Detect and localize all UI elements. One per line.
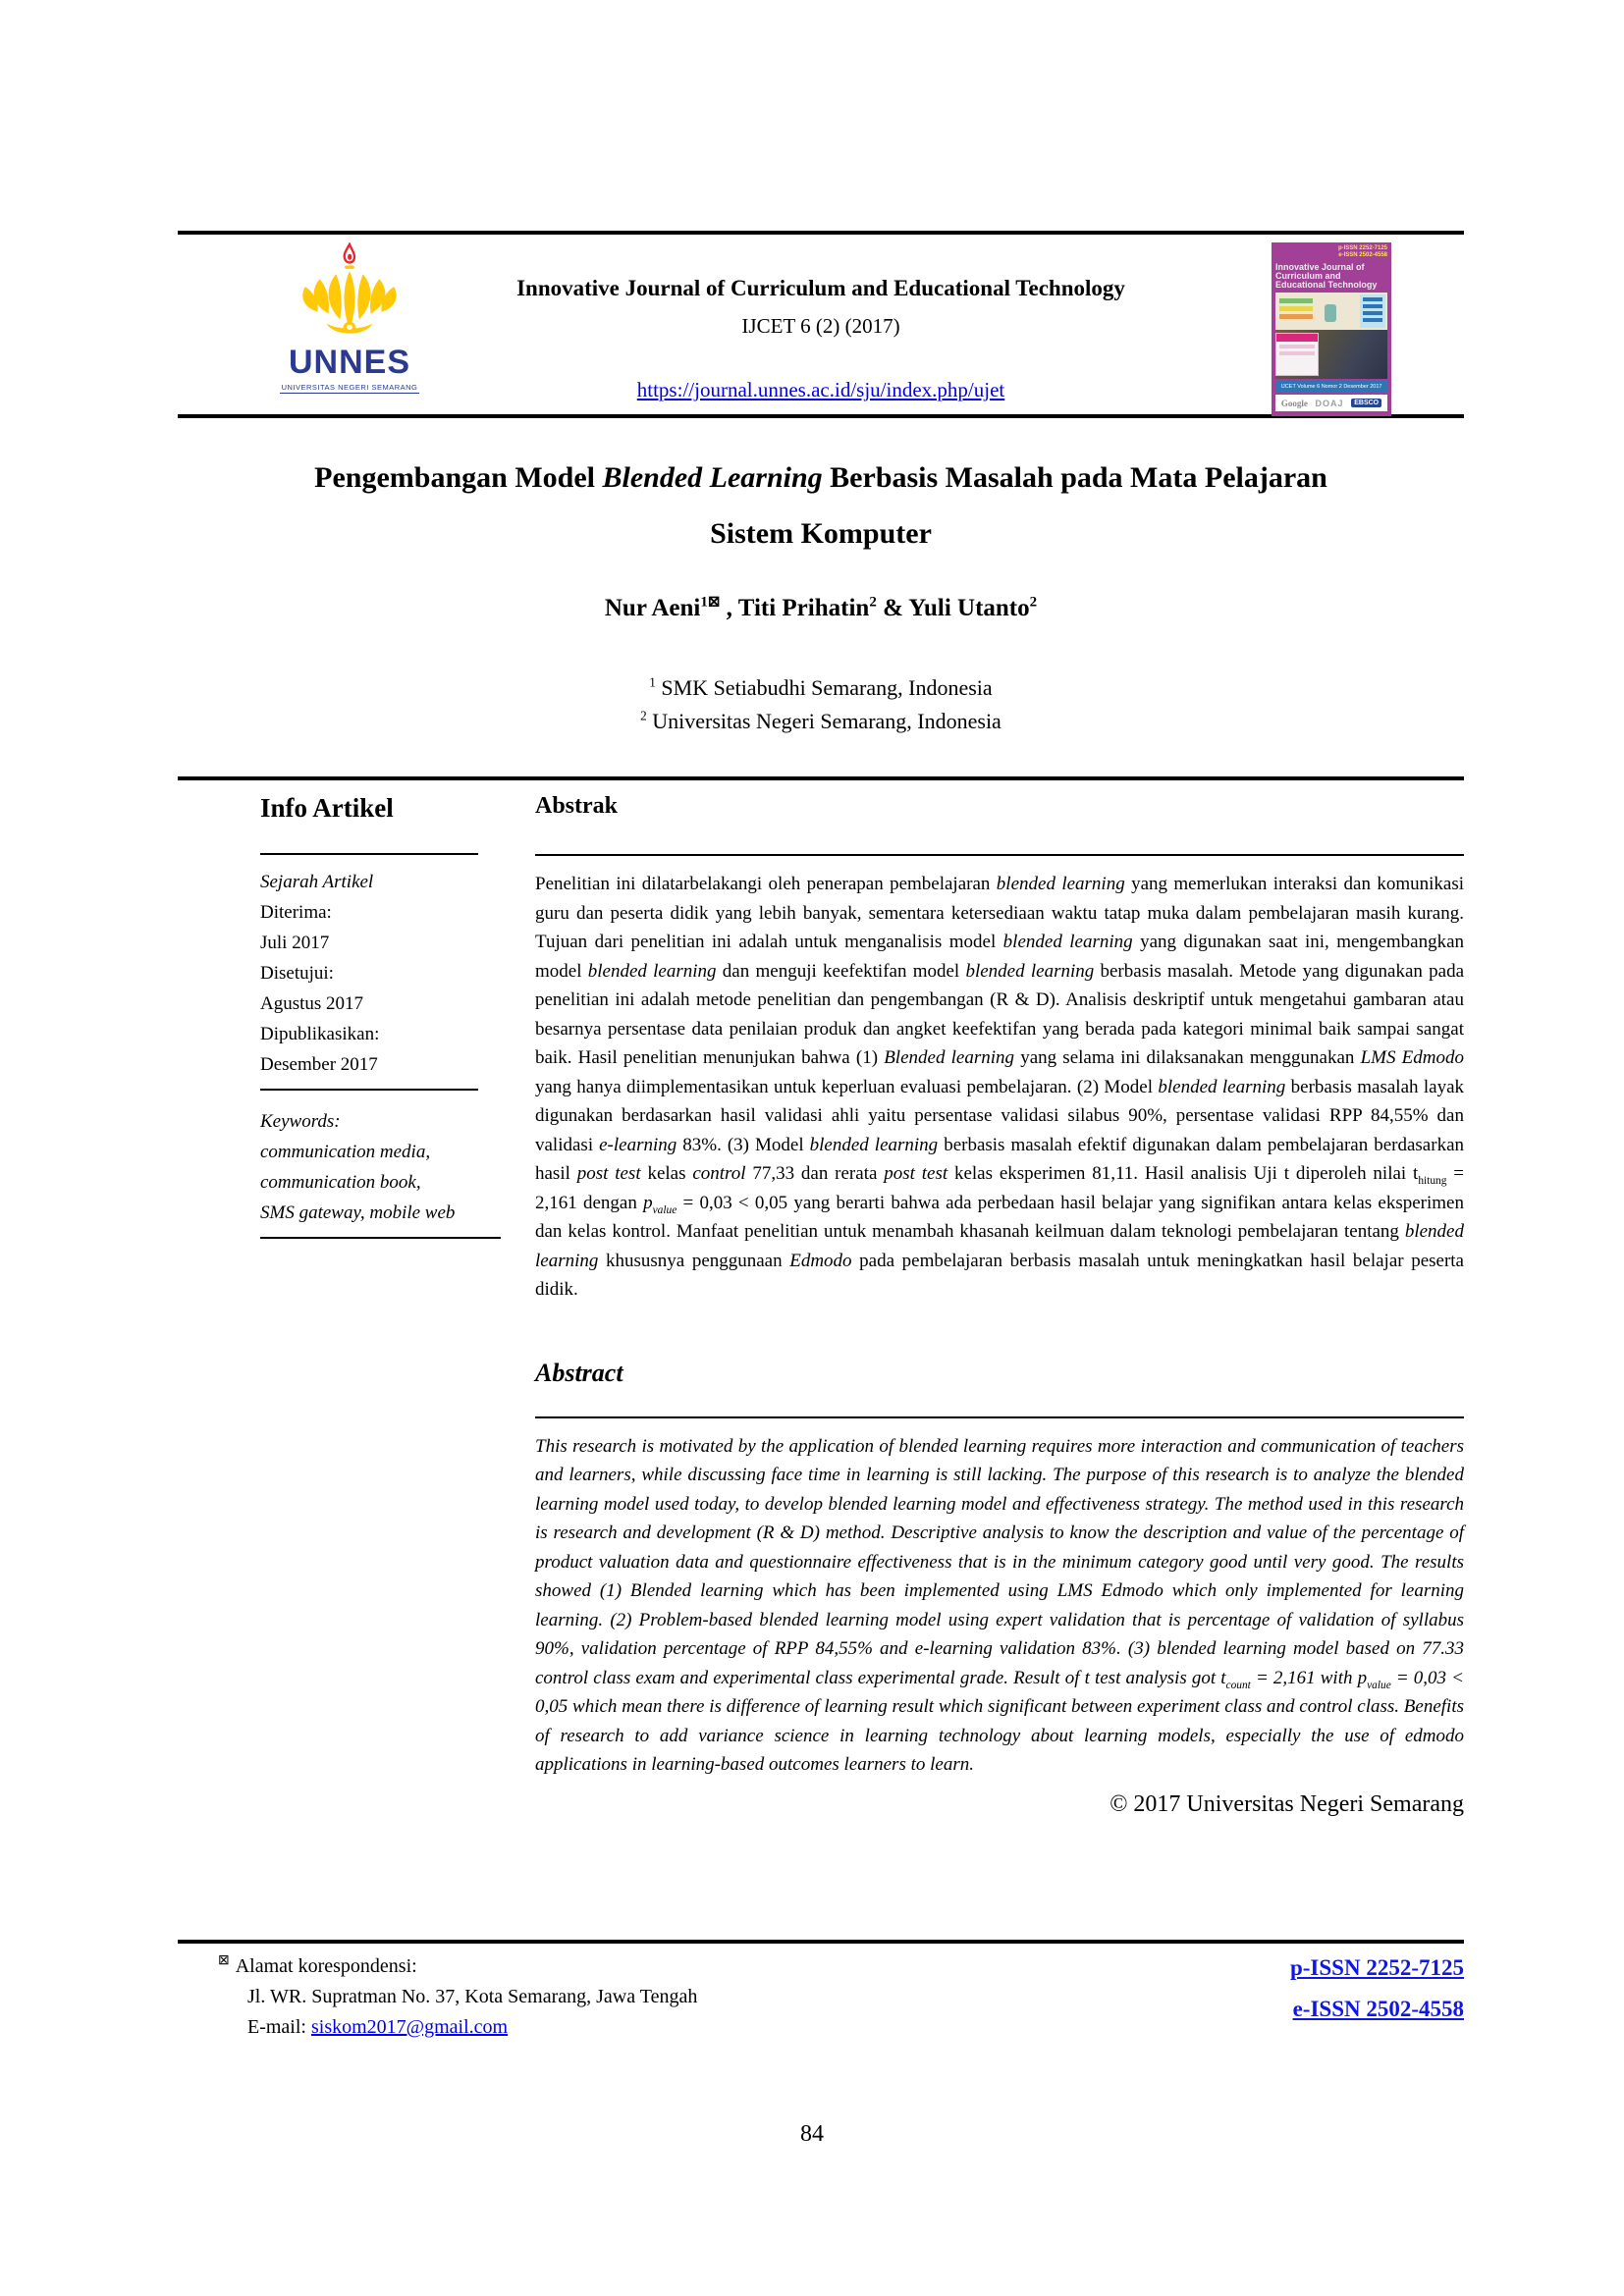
keyword-line: communication book, xyxy=(260,1172,421,1193)
history-line: Juli 2017 xyxy=(260,933,330,953)
google-logo: Google xyxy=(1280,398,1308,408)
unnes-logo-text: UNNES xyxy=(288,344,411,381)
article-title xyxy=(178,450,1464,561)
abstract-column xyxy=(535,791,1464,1818)
affiliation-2 xyxy=(178,705,1464,738)
correspondence-block xyxy=(218,1951,697,2043)
page-number: 84 xyxy=(800,2121,824,2147)
journal-title: Innovative Journal of Curriculum and Educational Technology xyxy=(516,276,1125,300)
authors-line: Nur Aeni$^{1⊠}$ , Titi Prihatin$^2$ & Yuli Utanto$^2$ xyxy=(604,594,1038,621)
history-line: Disetujui: xyxy=(260,963,334,984)
email-link[interactable]: siskom2017@gmail.com xyxy=(310,2016,509,2038)
sejarah-artikel-label: Sejarah Artikel xyxy=(260,872,374,892)
column-divider xyxy=(535,854,1464,856)
ebsco-logo: EBSCO xyxy=(1351,399,1381,407)
e-issn-link[interactable]: e-ISSN 2502-4558 xyxy=(1292,1997,1464,2021)
email-label: E-mail: xyxy=(247,2016,306,2038)
abstract-heading: Abstract xyxy=(535,1358,623,1387)
correspondence-email-line xyxy=(247,2012,697,2043)
cover-issn-lines xyxy=(1275,245,1387,259)
issn-block xyxy=(1290,1948,1464,2030)
affiliation-1-marker: 1 xyxy=(649,674,656,690)
correspondence-address: Jl. WR. Supratman No. 37, Kota Semarang, Jawa Tengah xyxy=(247,1986,698,2007)
cover-menu-panel xyxy=(1360,294,1385,328)
unnes-emblem-icon xyxy=(292,242,407,341)
cover-e-issn: e-ISSN 2502-4558 xyxy=(1338,252,1387,258)
history-line: Desember 2017 xyxy=(260,1054,378,1075)
correspondence-label-line xyxy=(218,1951,697,1982)
keyword-line: SMS gateway, mobile web xyxy=(260,1202,456,1223)
keyword-line: communication media, xyxy=(260,1142,431,1162)
cover-photo-classroom xyxy=(1275,330,1387,379)
abstrak-paragraph: Penelitian ini dilatarbelakangi oleh penerapan pembelajaran blended learning yang memerlukan interaksi dan komunikasi guru dan peserta didik yang lebih banyak, sementara ketersediaan waktu tatap muka dalam pembelajaran masih kurang. Tujuan dari penelitian ini adalah untuk menganalisis model blended learning yang digunakan saat ini, mengembangkan model blended learning dan menguji keefektifan model blended learning berbasis masalah. Metode yang digunakan pada penelitian ini adalah metode penelitian dan pengembangan (R & D). Analisis deskriptif untuk mengetahui gambaran atau besarnya persentase data penilaian produk dan angket keefektifan yang berada pada kategori minimal baik sampai sangat baik. Hasil penelitian menunjukan bahwa (1) Blended learning yang selama ini dilaksanakan menggunakan LMS Edmodo yang hanya diimplementasikan untuk keperluan evaluasi pembelajaran. (2) Model blended learning berbasis masalah layak digunakan berdasarkan hasil validasi ahli yaitu persentase validasi silabus 90%, persentase validasi RPP 84,55% dan validasi e-learning 83%. (3) Model blended learning berbasis masalah efektif digunakan dalam pembelajaran berdasarkan hasil post test kelas control 77,33 dan rerata post test kelas eksperimen 81,11. Hasil analisis Uji t diperoleh nilai $t_{hitung} = 2,161$ dengan $p_{value} = 0,03 < 0,05$ yang berarti bahwa ada perbedaan hasil belajar yang signifikan antara kelas eksperimen dan kelas kontrol. Manfaat penelitian untuk menambah khasanah keilmuan dalam teknologi pembelajaran tentang blended learning khususnya penggunaan Edmodo pada pembelajaran berbasis masalah untuk meningkatkan hasil belajar peserta didik. xyxy=(535,874,1465,1300)
history-line: Agustus 2017 xyxy=(260,993,364,1014)
affiliations xyxy=(178,671,1464,738)
history-line: Diterima: xyxy=(260,902,332,923)
footer-divider xyxy=(178,1940,1464,1944)
correspondence-label: Alamat korespondensi: xyxy=(235,1955,417,1977)
cover-index-logos xyxy=(1275,395,1387,411)
keywords-label: Keywords: xyxy=(260,1111,341,1132)
cover-screenshot-elearning xyxy=(1275,293,1387,330)
affiliation-1 xyxy=(178,671,1464,705)
cover-decor-bar xyxy=(1279,314,1313,319)
abstrak-heading: Abstrak xyxy=(535,793,619,819)
column-divider xyxy=(535,1416,1464,1418)
abstract-paragraph: This research is motivated by the application of blended learning requires more interaction and communication of teachers and learners, while discussing face time in learning is still lacking. The purpose of this research is to analyze the blended learning model used today, to develop blended learning model and effectiveness strategy. The method used in this research is research and development (R & D) method. Descriptive analysis to know the description and value of the percentage of product valuation data and questionnaire effectiveness that is in the minimum category good until very good. The results showed (1) Blended learning which has been implemented using LMS Edmodo which only implemented for learning learning. (2) Problem-based blended learning model using expert validation that is percentage of validation of syllabus 90%, validation percentage of RPP 84,55% and e-learning validation 83%. (3) blended learning model based on 77.33 control class exam and experimental class experimental grade. Result of t test analysis got $t_{count} = 2,161$ with $p_{value} = 0,03 < 0,05$ which mean there is difference of learning result which significant between experiment class and control class. Benefits of research to add variance science in learning technology about learning models, especially the use of edmodo applications in learning-based outcomes learners to learn. xyxy=(535,1435,1464,1775)
unnes-logo-subtitle: UNIVERSITAS NEGERI SEMARANG xyxy=(281,383,418,392)
journal-cover-thumbnail xyxy=(1272,242,1391,416)
journal-url-link[interactable]: https://journal.unnes.ac.id/sju/index.php/ujet xyxy=(636,378,1005,401)
cover-decor-bar xyxy=(1279,298,1313,303)
sidebar-divider xyxy=(260,1237,501,1239)
article-info-sidebar xyxy=(260,791,508,1239)
issue-info: IJCET 6 (2) (2017) xyxy=(741,314,900,338)
journal-header xyxy=(178,231,1464,418)
info-artikel-heading: Info Artikel xyxy=(260,793,394,823)
cover-decor-bar xyxy=(1279,306,1313,311)
article-title-line1: Pengembangan Model Blended Learning Berbasis Masalah pada Mata Pelajaran xyxy=(314,461,1327,494)
cover-p-issn: p-ISSN 2252-7125 xyxy=(1337,245,1387,251)
copyright-line: © 2017 Universitas Negeri Semarang xyxy=(1110,1790,1464,1817)
history-line: Dipublikasikan: xyxy=(260,1024,380,1044)
unnes-logo xyxy=(262,242,437,395)
journal-masthead xyxy=(423,276,1218,402)
cover-volume-strip: IJCET Volume 6 Nomor 2 Desember 2017 xyxy=(1275,381,1387,393)
cover-title: Innovative Journal of Curriculum and Educational Technology xyxy=(1275,262,1378,290)
doaj-logo: DOAJ xyxy=(1315,398,1344,408)
cover-robot-figure xyxy=(1325,304,1336,322)
section-divider xyxy=(178,776,1464,780)
affiliation-1-text: SMK Setiabudhi Semarang, Indonesia xyxy=(655,675,993,700)
affiliation-2-marker: 2 xyxy=(640,708,647,723)
p-issn-link[interactable]: p-ISSN 2252-7125 xyxy=(1289,1955,1464,1980)
envelope-icon: ⊠ xyxy=(218,1953,230,1969)
sidebar-divider xyxy=(260,1089,478,1091)
cover-edmodo-panel xyxy=(1275,333,1319,376)
sidebar-divider xyxy=(260,853,478,855)
article-title-line2: Sistem Komputer xyxy=(710,517,932,550)
affiliation-2-text: Universitas Negeri Semarang, Indonesia xyxy=(646,709,1001,733)
